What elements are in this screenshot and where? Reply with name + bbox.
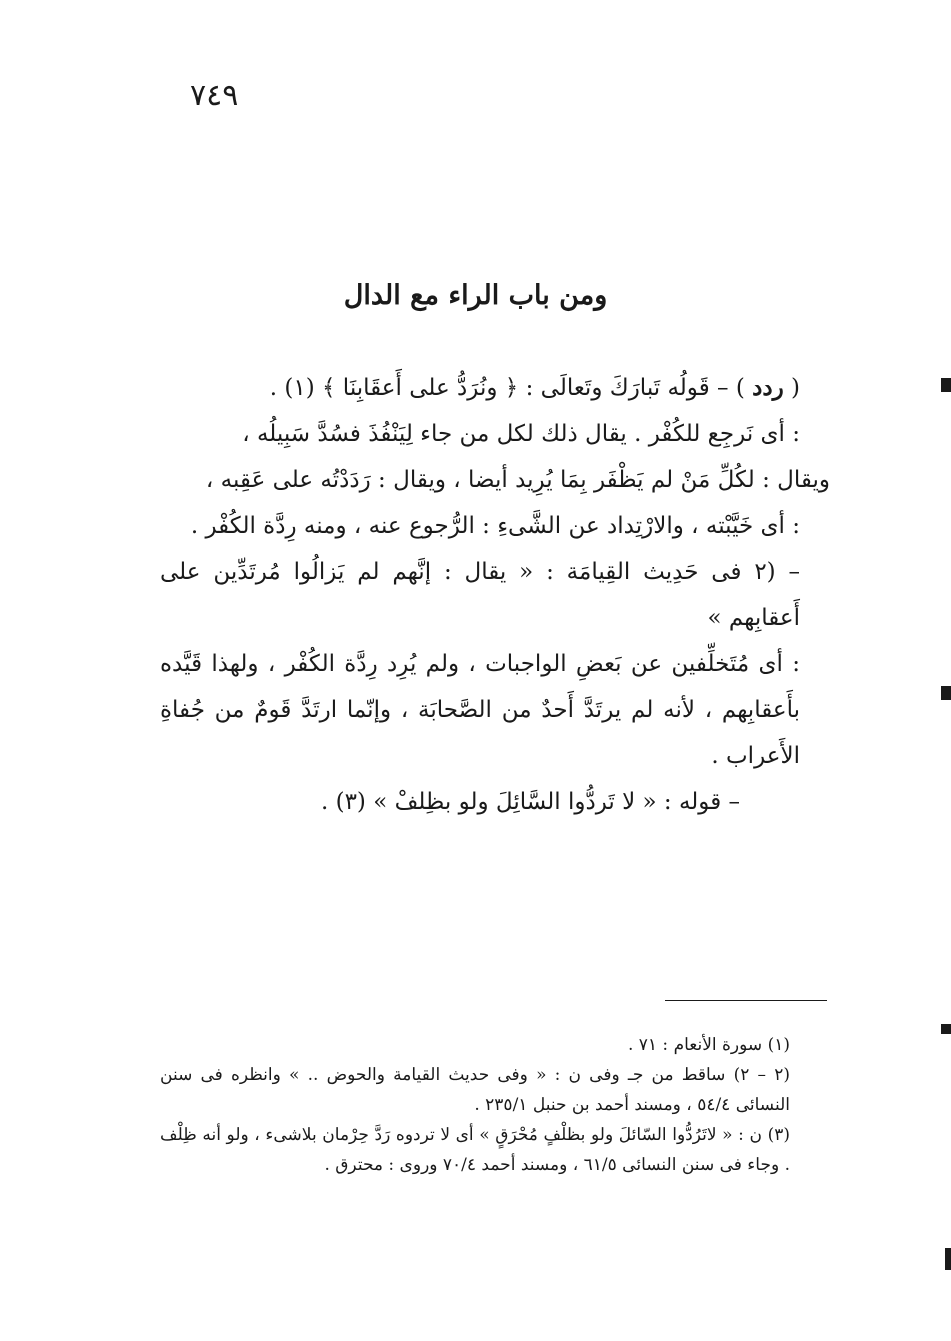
footnote: (١) سورة الأنعام : ٧١ . bbox=[627, 1035, 790, 1055]
entry-first-line bbox=[160, 365, 830, 411]
footnote: (٢ – ٢) ساقط من جـ وفى ن : « وفى حديث القيامة والحوض .. » وانظره فى سنن النسائى ٥٤/٤ ، ومسند أحمد بن حنبل ٢٣٥/١ . bbox=[160, 1065, 790, 1115]
paragraph: : أى خَيَّبْته ، والارْتِداد عن الشَّىءِ : الرُّجوع عنه ، ومنه رِدَّة الكُفْر . bbox=[190, 513, 800, 539]
entry-quran-line: – قَولُه تَبارَكَ وتَعالَى : ﴿ ونُرَدُّ على أَعقَابِنَا ﴾ (١) . bbox=[269, 375, 729, 401]
footnote: (٣) ن : « لاتَرُدُّوا السّائلَ ولو بظلْفٍ مُحْرَقٍ » أى لا تردوه رَدَّ حِرْمان بلاشىء ، ولو أنه ظِلْف . وجاء فى سنن النسائى ٦١/٥ ، ومسند أحمد ٧٠/٤ وروى : محترق . bbox=[160, 1125, 790, 1175]
paren-open: ( bbox=[791, 375, 800, 401]
page-number: ٧٤٩ bbox=[190, 78, 239, 113]
paragraph: : أى مُتَخلِّفين عن بَعضِ الواجبات ، ولم يُرِد رِدَّة الكُفْر ، ولهذا قَيَّده بأَعقابِهم ، لأنه لم يرتَدَّ أَحدٌ من الصَّحابَة ، وإنّما ارتَدَّ قَومٌ من جُفاةِ الأَعراب . bbox=[160, 651, 800, 769]
paragraph: – قوله : « لا تَردُّوا السَّائِلَ ولو بظِلفْ » (٣) . bbox=[320, 789, 740, 815]
entry-body bbox=[160, 365, 830, 825]
section-heading: ومن باب الراء مع الدال bbox=[343, 280, 608, 311]
footnote-divider bbox=[665, 1000, 827, 1001]
margin-mark bbox=[941, 378, 951, 392]
margin-mark bbox=[941, 1024, 951, 1034]
paragraph: ويقال : لكُلِّ مَنْ لم يَظْفَر بِمَا يُرِيد أيضا ، ويقال : رَدَدْتُه على عَقِبه ، bbox=[205, 467, 830, 493]
margin-mark bbox=[941, 686, 951, 700]
footnotes bbox=[160, 1030, 830, 1180]
entry-root: ردد bbox=[752, 374, 784, 401]
paragraph: – (٢ فى حَدِيث القِيامَة : « يقال : إنَّهم لم يَزالُوا مُرتَدِّين على أَعقابِهم » bbox=[160, 559, 800, 631]
paragraph: : أى نَرجِع للكُفْر . يقال ذلك لكل من جاء لِيَنْفُذَ فسُدَّ سَبِيلُه ، bbox=[242, 421, 800, 447]
paren-close: ) bbox=[735, 375, 745, 401]
margin-mark bbox=[945, 1248, 951, 1270]
